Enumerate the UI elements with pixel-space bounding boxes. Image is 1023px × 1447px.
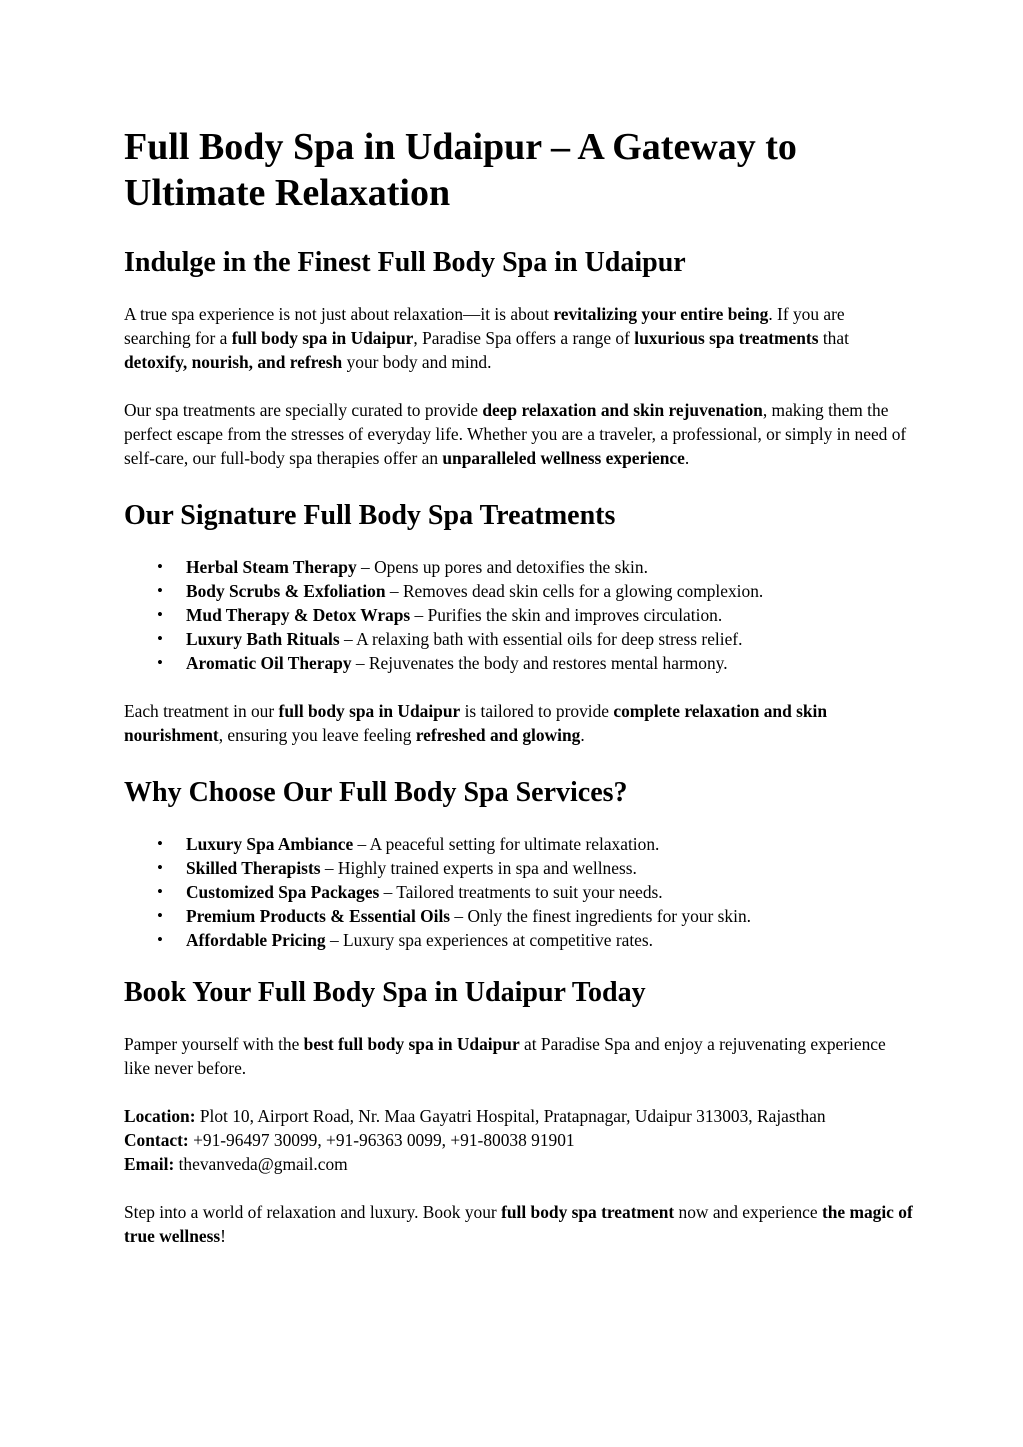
list-item: • Skilled Therapists – Highly trained experts in spa and wellness.: [157, 858, 637, 878]
email-line: Email: thevanveda@gmail.com: [124, 1154, 348, 1174]
list-item: • Luxury Bath Rituals – A relaxing bath with essential oils for deep stress relief.: [157, 629, 743, 649]
contact-block: [124, 1104, 914, 1176]
list-item: • Body Scrubs & Exfoliation – Removes dead skin cells for a glowing complexion.: [157, 581, 764, 601]
why-heading: Why Choose Our Full Body Spa Services?: [124, 777, 628, 808]
bullet-icon: •: [157, 858, 163, 877]
page-title: Full Body Spa in Udaipur – A Gateway to Ultimate Relaxation: [124, 126, 797, 214]
bullet-icon: •: [157, 906, 163, 925]
treatments-list: [124, 555, 914, 675]
bullet-icon: •: [157, 557, 163, 576]
intro-paragraph-2: Our spa treatments are specially curated to provide deep relaxation and skin rejuvenation, making them the perfect escape from the stresses of everyday life. Whether you are a traveler, a professional, or simply in need of self-care, our full-body spa therapies offer an unparalleled wellness experience.: [124, 400, 907, 468]
contact-line: Contact: +91-96497 30099, +91-96363 0099, +91-80038 91901: [124, 1130, 575, 1150]
bullet-icon: •: [157, 581, 163, 600]
list-item: • Affordable Pricing – Luxury spa experiences at competitive rates.: [157, 930, 653, 950]
book-paragraph: Pamper yourself with the best full body spa in Udaipur at Paradise Spa and enjoy a rejuvenating experience like never before.: [124, 1034, 886, 1078]
intro-heading: Indulge in the Finest Full Body Spa in Udaipur: [124, 247, 686, 278]
list-item: • Premium Products & Essential Oils – Only the finest ingredients for your skin.: [157, 906, 751, 926]
treatments-summary: Each treatment in our full body spa in Udaipur is tailored to provide complete relaxation and skin nourishment, ensuring you leave feeling refreshed and glowing.: [124, 701, 828, 745]
document-page: [124, 124, 914, 1248]
intro-paragraph-1: A true spa experience is not just about relaxation—it is about revitalizing your entire being. If you are searching for a full body spa in Udaipur, Paradise Spa offers a range of luxurious spa treatments that detoxify, nourish, and refresh your body and mind.: [124, 304, 849, 372]
bullet-icon: •: [157, 653, 163, 672]
treatments-heading: Our Signature Full Body Spa Treatments: [124, 500, 616, 531]
list-item: • Customized Spa Packages – Tailored treatments to suit your needs.: [157, 882, 663, 902]
list-item: • Luxury Spa Ambiance – A peaceful setting for ultimate relaxation.: [157, 834, 660, 854]
list-item: • Herbal Steam Therapy – Opens up pores and detoxifies the skin.: [157, 557, 648, 577]
closing-paragraph: Step into a world of relaxation and luxury. Book your full body spa treatment now and experience the magic of true wellness!: [124, 1202, 913, 1246]
bullet-icon: •: [157, 930, 163, 949]
book-heading: Book Your Full Body Spa in Udaipur Today: [124, 977, 646, 1008]
why-list: [124, 832, 914, 952]
list-item: • Mud Therapy & Detox Wraps – Purifies the skin and improves circulation.: [157, 605, 723, 625]
bullet-icon: •: [157, 629, 163, 648]
bullet-icon: •: [157, 834, 163, 853]
bullet-icon: •: [157, 882, 163, 901]
location-line: Location: Plot 10, Airport Road, Nr. Maa Gayatri Hospital, Pratapnagar, Udaipur 313003, Rajasthan: [124, 1106, 826, 1126]
bullet-icon: •: [157, 605, 163, 624]
list-item: • Aromatic Oil Therapy – Rejuvenates the body and restores mental harmony.: [157, 653, 728, 673]
